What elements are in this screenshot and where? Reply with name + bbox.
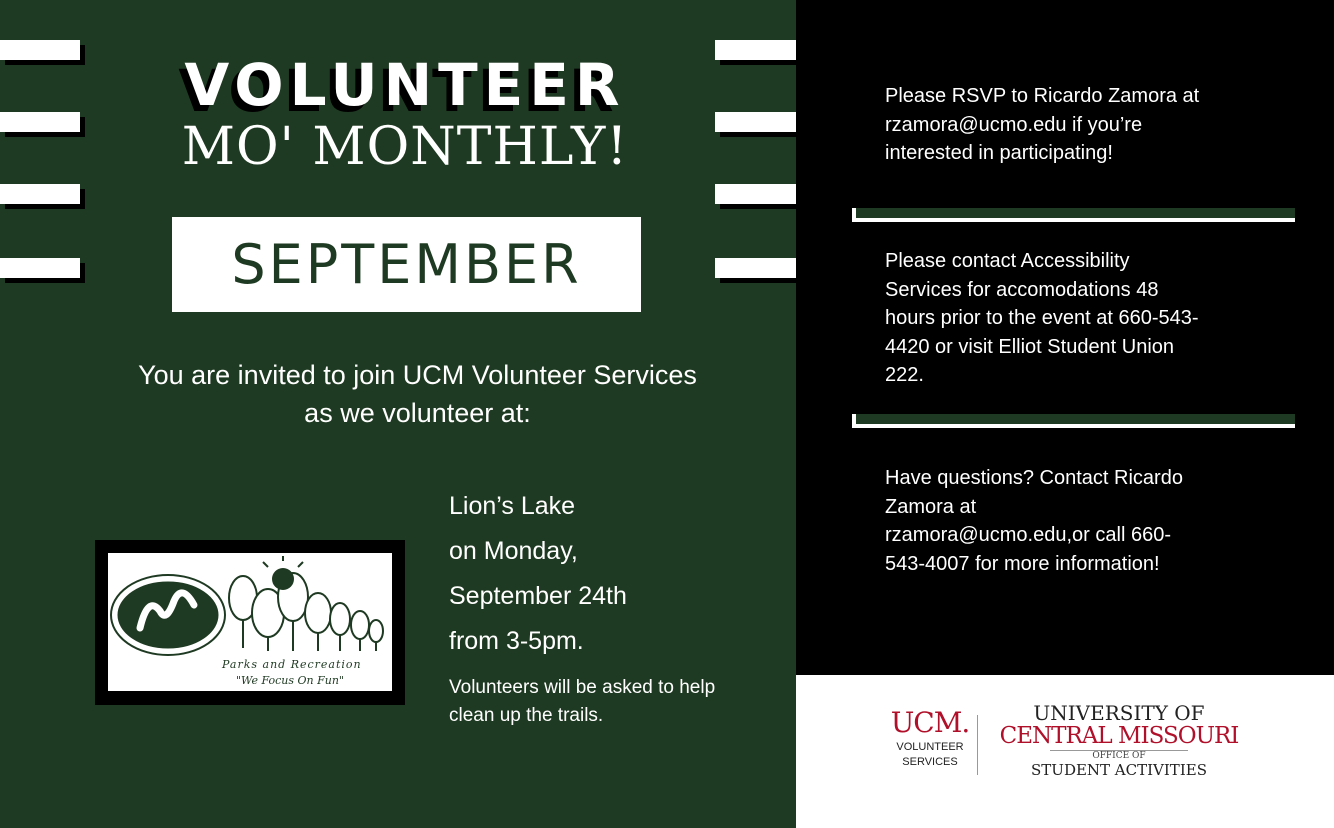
invite-line1: You are invited to join UCM Volunteer Services (138, 360, 697, 390)
parks-logo-frame (95, 540, 405, 705)
title-block (170, 51, 640, 177)
event-time: from 3-5pm. (449, 627, 584, 655)
parks-logo-tagline: "We Focus On Fun" (236, 674, 344, 687)
accessibility-text: Please contact Accessibility Services for accomodations 48 hours prior to the event at 660-543-4420 or visit Elliot Student Union 222. (885, 250, 1199, 387)
ucm-sub-line2: SERVICES (902, 756, 958, 768)
stripe-decoration (0, 258, 80, 278)
ucm-sub-line1: VOLUNTEER (896, 741, 964, 753)
stripe-decoration (715, 258, 796, 278)
event-details (449, 484, 627, 664)
uni-line4: STUDENT ACTIVITIES (1031, 761, 1207, 779)
uni-line2: CENTRAL MISSOURI (999, 723, 1239, 749)
uni-line1: UNIVERSITY OF (1033, 701, 1205, 725)
stripe-decoration (715, 184, 796, 204)
event-day: on Monday, (449, 537, 578, 565)
invite-line2: as we volunteer at: (304, 398, 531, 428)
title-volunteer: VOLUNTEER (184, 51, 626, 119)
parks-logo-caption: Parks and Recreation (222, 658, 362, 671)
divider (852, 414, 1295, 428)
month-label: SEPTEMBER (231, 233, 582, 296)
divider (852, 208, 1295, 222)
ucm-logo-text: UCM. (890, 706, 970, 739)
rsvp-text: Please RSVP to Ricardo Zamora at rzamora@ucmo.edu if you’re interested in participating! (885, 85, 1200, 165)
uni-line3: OFFICE OF (1050, 750, 1188, 761)
stripe-decoration (0, 184, 80, 204)
event-location: Lion’s Lake (449, 492, 576, 520)
stripe-decoration (715, 112, 796, 132)
month-box (172, 217, 641, 312)
ucm-volunteer-logo (890, 706, 970, 769)
questions-text: Have questions? Contact Ricardo Zamora at rzamora@ucmo.edu,or call 660-543-4007 for more information! (885, 467, 1183, 575)
event-date: September 24th (449, 582, 627, 610)
title-mo-monthly: MO' MONTHLY! (181, 117, 629, 177)
invite-text (60, 356, 775, 432)
event-note: Volunteers will be asked to help clean up the trails. (449, 677, 716, 726)
stripe-decoration (715, 40, 796, 60)
stripe-decoration (0, 112, 80, 132)
footer-separator (977, 715, 978, 775)
stripe-decoration (0, 40, 80, 60)
parks-logo (108, 553, 392, 691)
university-logo (990, 702, 1248, 779)
